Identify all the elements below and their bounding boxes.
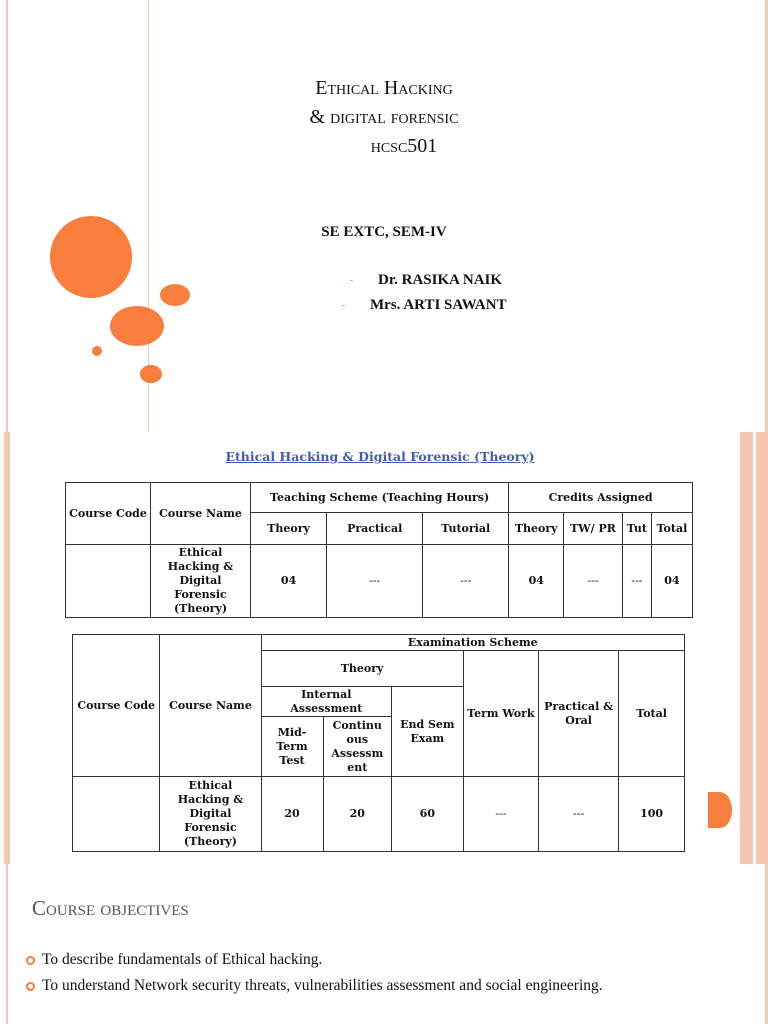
class-semester: SE EXTC, SEM-IV: [321, 224, 447, 240]
objectives-list: [26, 950, 716, 1002]
cell-course-name: Ethical Hacking & Digital Forensic (Theory): [151, 545, 251, 618]
list-item: [26, 976, 716, 996]
objective-text: To understand Network security threats, vulnerabilities assessment and social engineering.: [42, 977, 603, 994]
subheader-total: Total: [651, 513, 692, 545]
objectives-slide: [0, 864, 768, 1024]
left-edge-stripe: [6, 0, 8, 432]
header-theory: Theory: [261, 651, 463, 687]
teaching-scheme-table: [65, 482, 693, 618]
cell-end-sem: 60: [392, 777, 464, 852]
header-end-sem-exam: End Sem Exam: [392, 687, 464, 777]
header-teaching-scheme: Teaching Scheme (Teaching Hours): [251, 483, 509, 513]
course-code-number: 501: [407, 135, 438, 157]
header-credits-assigned: Credits Assigned: [509, 483, 693, 513]
cell-practical: ---: [327, 545, 423, 618]
cell-theory: 04: [251, 545, 327, 618]
header-course-name: Course Name: [151, 483, 251, 545]
table-caption: Ethical Hacking & Digital Forensic (Theory): [225, 449, 535, 464]
title-line-2: & digital forensic: [309, 106, 459, 128]
header-practical-oral: Practical & Oral: [539, 651, 619, 777]
cell-mid-term: 20: [261, 777, 323, 852]
left-edge-stripe: [4, 432, 10, 864]
cell-tut: ---: [622, 545, 651, 618]
subheader-tutorial: Tutorial: [423, 513, 509, 545]
list-item: [26, 950, 716, 970]
author-1: [350, 272, 503, 289]
cell-course-code: [66, 545, 151, 618]
decor-half-circle: [708, 792, 732, 828]
header-course-code: Course Code: [66, 483, 151, 545]
author-2: [342, 297, 507, 314]
scheme-slide: [0, 432, 768, 864]
author-dash-icon: -: [350, 275, 353, 285]
slide-title: [0, 74, 768, 161]
course-code-prefix: hcsc: [370, 135, 408, 157]
decor-circle-medium: [110, 306, 164, 346]
decor-circle-dot: [92, 346, 102, 356]
header-total: Total: [619, 651, 685, 777]
title-line-3: [0, 132, 768, 161]
right-edge-gap: [753, 432, 756, 864]
cell-tw-pr: ---: [564, 545, 623, 618]
circle-bullet-icon: [26, 956, 35, 965]
subheader-continuous-assessment: Continu ous Assessm ent: [323, 717, 392, 777]
author-dash-icon: -: [342, 300, 345, 310]
cell-total: 100: [619, 777, 685, 852]
cell-tutorial: ---: [423, 545, 509, 618]
cell-credit-theory: 04: [509, 545, 564, 618]
header-course-name: Course Name: [160, 635, 261, 777]
header-examination-scheme: Examination Scheme: [261, 635, 684, 651]
decor-circle-tiny: [140, 365, 162, 383]
cell-total: 04: [651, 545, 692, 618]
subheader-tw-pr: TW/ PR: [564, 513, 623, 545]
cell-practical-oral: ---: [539, 777, 619, 852]
decor-circle-small: [160, 284, 190, 306]
subheader-credit-theory: Theory: [509, 513, 564, 545]
author-name: Dr. RASIKA NAIK: [378, 272, 503, 288]
left-edge-stripe: [6, 864, 8, 1024]
header-term-work: Term Work: [463, 651, 538, 777]
subheader-tut: Tut: [622, 513, 651, 545]
subheader-mid-term-test: Mid-Term Test: [261, 717, 323, 777]
examination-scheme-table: [72, 634, 685, 852]
circle-bullet-icon: [26, 982, 35, 991]
table-row: [73, 777, 685, 852]
author-name: Mrs. ARTI SAWANT: [370, 297, 507, 313]
cell-course-name: Ethical Hacking & Digital Forensic (Theory): [160, 777, 261, 852]
section-heading: Course objectives: [32, 896, 189, 920]
subheader-theory: Theory: [251, 513, 327, 545]
cell-course-code: [73, 777, 160, 852]
title-slide: [0, 0, 768, 432]
objective-text: To describe fundamentals of Ethical hacking.: [42, 951, 323, 968]
cell-term-work: ---: [463, 777, 538, 852]
header-course-code: Course Code: [73, 635, 160, 777]
header-internal-assessment: Internal Assessment: [261, 687, 391, 717]
title-line-1: Ethical Hacking: [315, 77, 453, 99]
subheader-practical: Practical: [327, 513, 423, 545]
table-row: [66, 545, 693, 618]
cell-continuous: 20: [323, 777, 392, 852]
